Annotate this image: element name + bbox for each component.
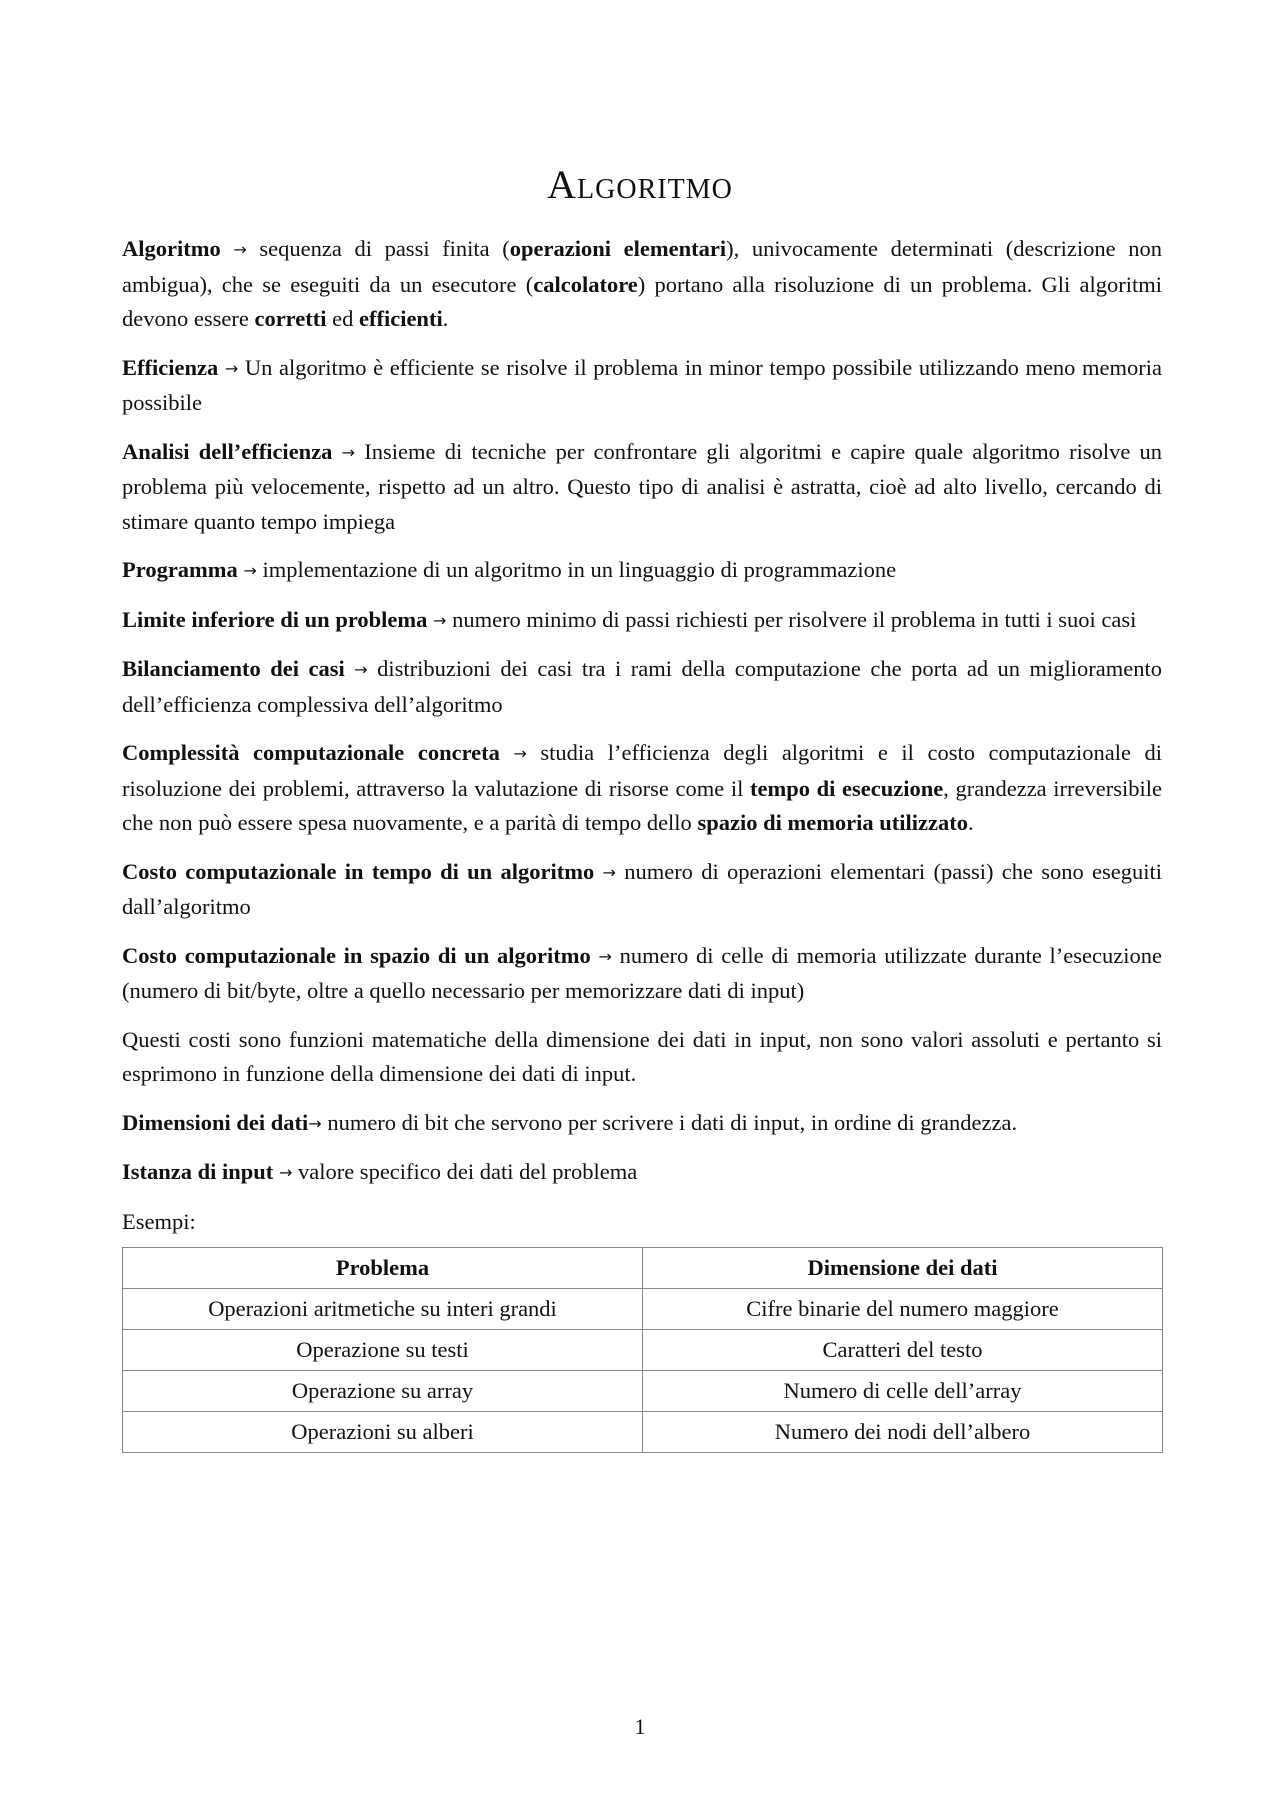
definition-text: distribuzioni dei casi tra i rami della computazione che porta ad un miglioramento dell’efficienza complessiva dell’algoritmo (122, 656, 1163, 717)
definition-text: . (442, 306, 449, 331)
definition-text: . (968, 810, 974, 835)
arrow-icon: → (233, 240, 247, 259)
paragraph-programma (122, 553, 1162, 589)
definition-text: ) portano alla risoluzione di un problema. Gli algoritmi devono essere (122, 271, 1163, 331)
page-title: Algoritmo (547, 162, 733, 207)
table-row (123, 1330, 1163, 1371)
table-cell: Cifre binarie del numero maggiore (643, 1289, 1163, 1330)
table-cell: Operazione su array (123, 1371, 643, 1412)
table-cell: Operazioni aritmetiche su interi grandi (123, 1289, 643, 1330)
definition-text: valore specifico dei dati del problema (297, 1159, 638, 1184)
term-complessita: Complessità computazionale concreta (122, 740, 500, 765)
term-limite-inferiore: Limite inferiore di un problema (122, 606, 428, 632)
arrow-icon: → (354, 660, 368, 679)
term-costo-tempo: Costo computazionale in tempo di un algoritmo (122, 858, 595, 884)
column-header-problema: Problema (123, 1248, 643, 1289)
paragraph-esempi (122, 1205, 1162, 1240)
term-algoritmo: Algoritmo (122, 236, 221, 261)
arrow-icon: → (602, 862, 616, 882)
paragraph-analisi-efficienza (122, 435, 1162, 540)
bold-text: corretti (254, 306, 327, 331)
table-cell: Numero dei nodi dell’albero (643, 1412, 1163, 1453)
arrow-icon: → (513, 744, 527, 763)
definition-text: numero minimo di passi richiesti per risolvere il problema in tutti i suoi casi (452, 606, 1137, 632)
table-row (123, 1412, 1163, 1453)
table-row (123, 1289, 1163, 1330)
paragraph-istanza-input (122, 1155, 1162, 1191)
paragraph-funzioni-matematiche (122, 1023, 1162, 1092)
table-header-row (123, 1248, 1163, 1289)
definition-text: implementazione di un algoritmo in un linguaggio di programmazione (262, 557, 897, 582)
term-bilanciamento: Bilanciamento dei casi (122, 656, 345, 681)
table-cell: Operazione su testi (123, 1330, 643, 1371)
paragraph-limite-inferiore (122, 603, 1162, 639)
table-row (123, 1371, 1163, 1412)
definition-text: sequenza di passi finita ( (259, 236, 510, 261)
arrow-icon: → (243, 561, 257, 580)
definition-text: ), univocamente determinati (descrizione non ambigua), che se eseguiti da un esecutore ( (122, 236, 1163, 297)
bold-text: efficienti (358, 306, 443, 331)
definition-text: numero di operazioni elementari (passi) che sono eseguiti dall’algoritmo (122, 858, 1163, 919)
definition-text: numero di celle di memoria utilizzate durante l’esecuzione (numero di bit/byte, oltre a quello necessario per memorizzare dati di input) (122, 942, 1162, 1003)
paragraph-algoritmo (122, 232, 1162, 337)
term-analisi-efficienza: Analisi dell’efficienza (122, 438, 333, 464)
table-cell: Operazioni su alberi (123, 1412, 643, 1453)
bold-text: spazio di memoria utilizzato (697, 810, 969, 835)
definition-text: , grandezza irreversibile che non può essere spesa nuovamente, e a parità di tempo dello (122, 775, 1162, 835)
paragraph-efficienza (122, 351, 1162, 421)
paragraph-bilanciamento (122, 652, 1162, 722)
definition-text: Un algoritmo è efficiente se risolve il problema in minor tempo possibile utilizzando meno memoria possibile (122, 354, 1163, 415)
arrow-icon: → (224, 358, 239, 378)
arrow-icon: → (278, 1163, 293, 1182)
term-istanza-input: Istanza di input (122, 1159, 274, 1184)
definition-text: ed (326, 306, 359, 331)
page-number: 1 (634, 1714, 646, 1739)
definition-text: numero di bit che servono per scrivere i dati di input, in ordine di grandezza. (327, 1109, 1018, 1135)
term-programma: Programma (122, 557, 238, 582)
term-efficienza: Efficienza (122, 354, 219, 380)
definition-text: Insieme di tecniche per confrontare gli algoritmi e capire quale algoritmo risolve un problema più velocemente, rispetto ad un altro. Questo tipo di analisi è astratta, cioè ad alto livello, cercando di stimare quanto tempo impiega (122, 438, 1163, 534)
arrow-icon: → (598, 946, 612, 966)
term-costo-spazio: Costo computazionale in spazio di un algoritmo (122, 942, 591, 968)
paragraph-costo-spazio (122, 939, 1162, 1009)
term-dimensioni-dati: Dimensioni dei dati (122, 1109, 309, 1135)
table-cell: Caratteri del testo (643, 1330, 1163, 1371)
arrow-icon: → (433, 610, 447, 630)
document-body (122, 232, 1162, 1453)
paragraph-costo-tempo (122, 855, 1162, 925)
definition-text: Questi costi sono funzioni matematiche della dimensione dei dati in input, non sono valori assoluti e pertanto si esprimono in funzione della dimensione dei dati di input. (122, 1026, 1162, 1086)
table-cell: Numero di celle dell’array (643, 1371, 1163, 1412)
paragraph-dimensioni-dati (122, 1106, 1162, 1142)
examples-table (122, 1247, 1163, 1453)
bold-text: tempo di esecuzione (750, 775, 944, 801)
examples-label: Esempi: (122, 1208, 196, 1234)
bold-text: operazioni elementari (509, 236, 727, 261)
column-header-dimensione: Dimensione dei dati (643, 1248, 1163, 1289)
bold-text: calcolatore (533, 271, 638, 297)
arrow-icon: → (341, 442, 356, 462)
definition-text: studia l’efficienza degli algoritmi e il costo computazionale di risoluzione dei problemi, attraverso la valutazione di risorse come il (122, 740, 1162, 801)
arrow-icon: → (308, 1113, 322, 1133)
paragraph-complessita (122, 736, 1162, 841)
